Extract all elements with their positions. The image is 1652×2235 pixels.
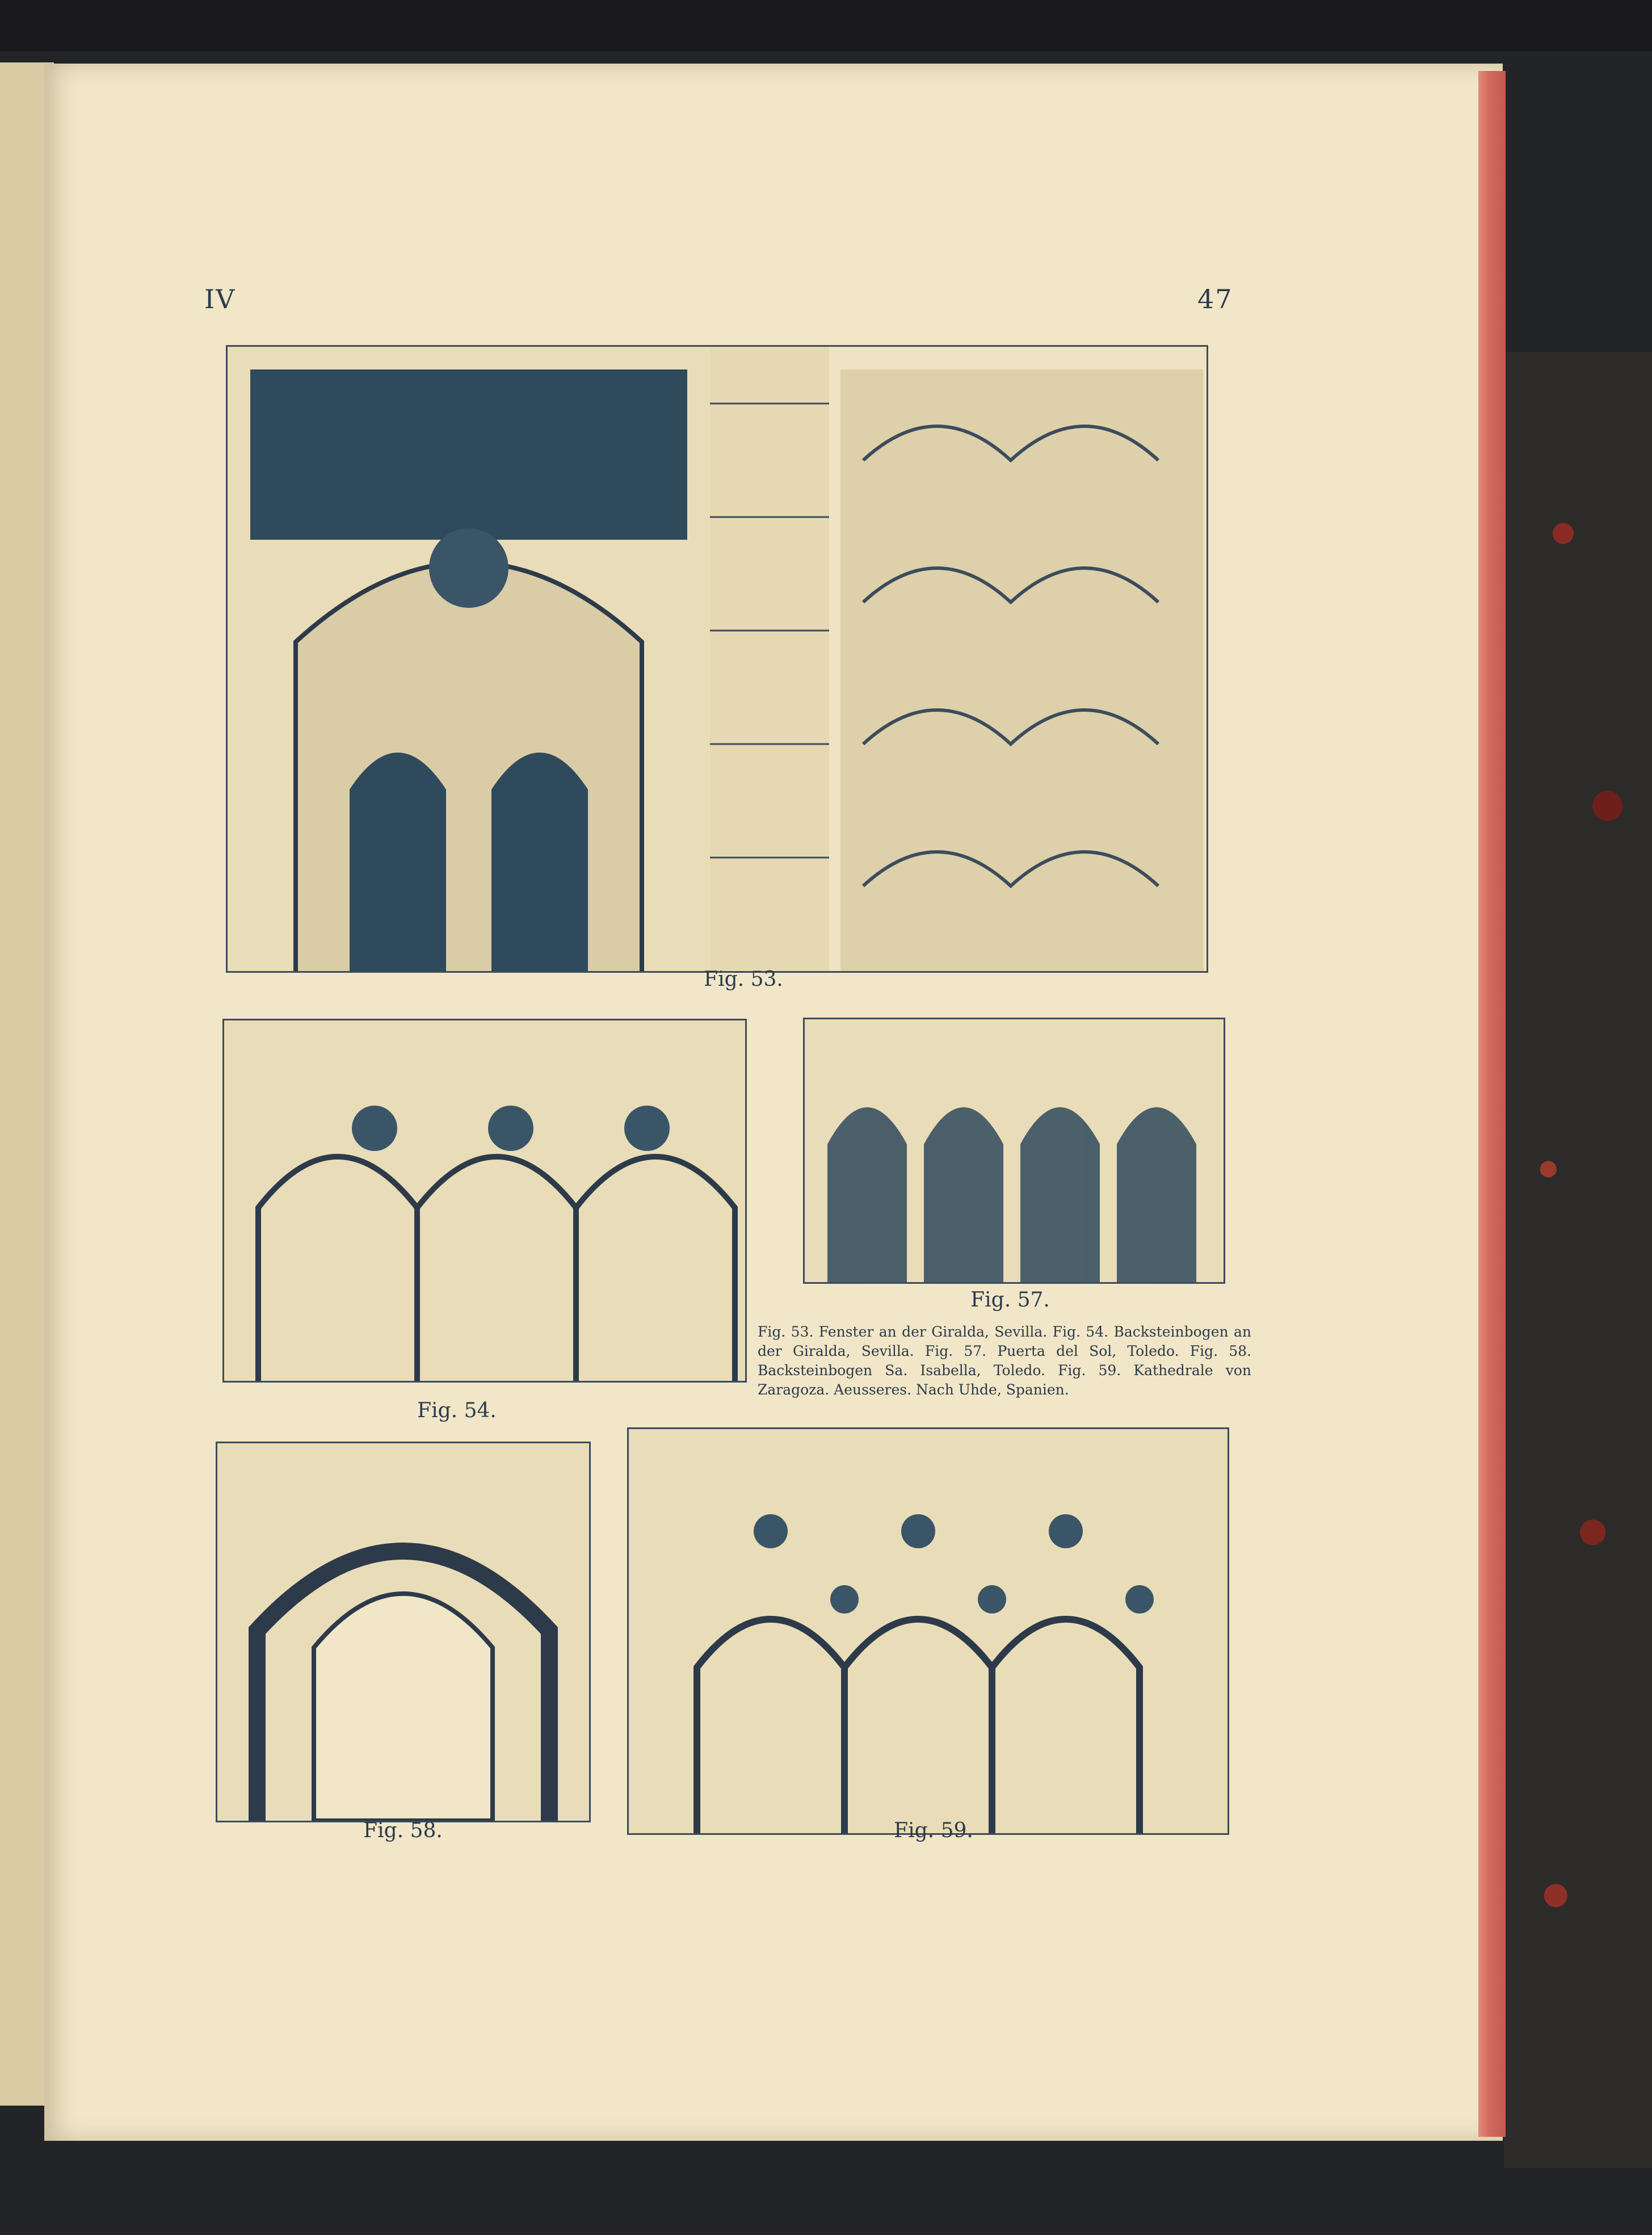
figure-53-label: Fig. 53.: [704, 968, 783, 991]
figure-59-label: Fig. 59.: [894, 1819, 973, 1842]
figure-54-illustration: [222, 1019, 747, 1383]
page-edges-red: [1478, 71, 1506, 2137]
figure-59-illustration: [627, 1427, 1229, 1835]
figure-53-illustration: [226, 345, 1208, 973]
figure-57-label: Fig. 57.: [970, 1288, 1050, 1312]
figure-58-illustration: [216, 1442, 591, 1822]
figure-57-illustration: [803, 1018, 1225, 1284]
figure-58-label: Fig. 58.: [363, 1819, 443, 1842]
section-numeral: IV: [204, 284, 236, 314]
marbled-endpaper: [1504, 352, 1652, 2168]
figure-54-label: Fig. 54.: [417, 1399, 497, 1422]
page-number: 47: [1197, 284, 1233, 314]
figure-caption: Fig. 53. Fenster an der Giralda, Sevilla. Fig. 54. Backsteinbogen an der Giralda, Sevilla. Fig. 57. Puerta del Sol, Toledo. Fig. 58. Backsteinbogen Sa. Isabella, Toledo. Fig. 59. Kathedrale von Zaragoza. Aeusseres. Nach Uhde, Spanien.: [758, 1324, 1251, 1398]
